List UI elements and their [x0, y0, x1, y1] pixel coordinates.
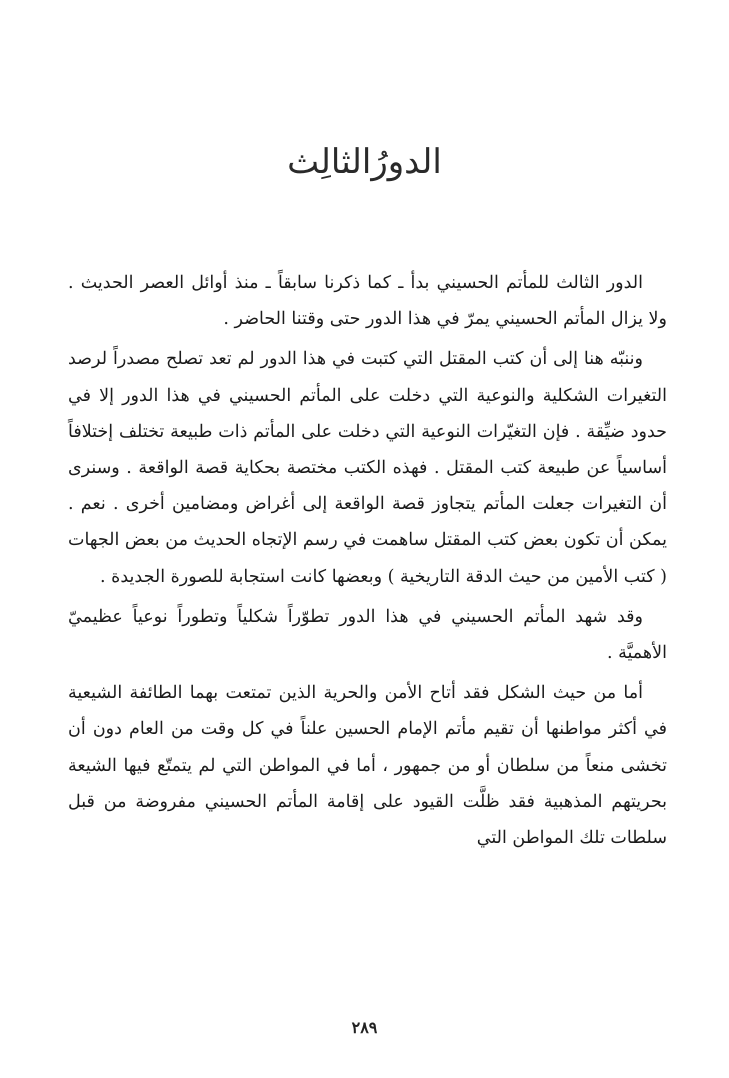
- paragraph-1: الدور الثالث للمأتم الحسيني بدأ ـ كما ذكرنا سابقاً ـ منذ أوائل العصر الحديث . ولا يزال المأتم الحسيني يمرّ في هذا الدور حتى وقتنا الحاضر .: [68, 273, 667, 330]
- chapter-title: الدورُالثالِث: [287, 142, 442, 182]
- page-number: ٢٨٩: [351, 1018, 378, 1037]
- body-text: [68, 265, 667, 856]
- paragraph-4: أما من حيث الشكل فقد أتاح الأمن والحرية الذين تمتعت بهما الطائفة الشيعية في أكثر مواطنها أن تقيم مأتم الإمام الحسين علناً في كل وقت من العام دون أن تخشى منعاً من سلطان أو من جمهور ، أما في المواطن التي لم يتمتّع فيها الشيعة بحريتهم المذهبية فقد ظلَّت القيود على إقامة المأتم الحسيني مفروضة من قبل سلطات تلك المواطن التي: [68, 683, 667, 849]
- paragraph-2: وننبّه هنا إلى أن كتب المقتل التي كتبت في هذا الدور لم تعد تصلح مصدراً لرصد التغيرات الشكلية والنوعية التي دخلت على المأتم الحسيني في هذا الدور إلا في حدود ضيِّقة . فإن التغيّرات النوعية التي دخلت على المأتم ذات طبيعة تختلف إختلافاً أساسياً عن طبيعة كتب المقتل . فهذه الكتب مختصة بحكاية قصة الواقعة . وسنرى أن التغيرات جعلت المأتم يتجاوز قصة الواقعة إلى أغراض ومضامين أخرى . نعم . يمكن أن تكون بعض كتب المقتل ساهمت في رسم الإتجاه الحديث من بعض الجهات ( كتب الأمين من حيث الدقة التاريخية ) وبعضها كانت استجابة للصورة الجديدة .: [68, 349, 667, 587]
- paragraph-3: وقد شهد المأتم الحسيني في هذا الدور تطوّراً شكلياً وتطوراً نوعياً عظيميّ الأهميَّة .: [68, 606, 667, 664]
